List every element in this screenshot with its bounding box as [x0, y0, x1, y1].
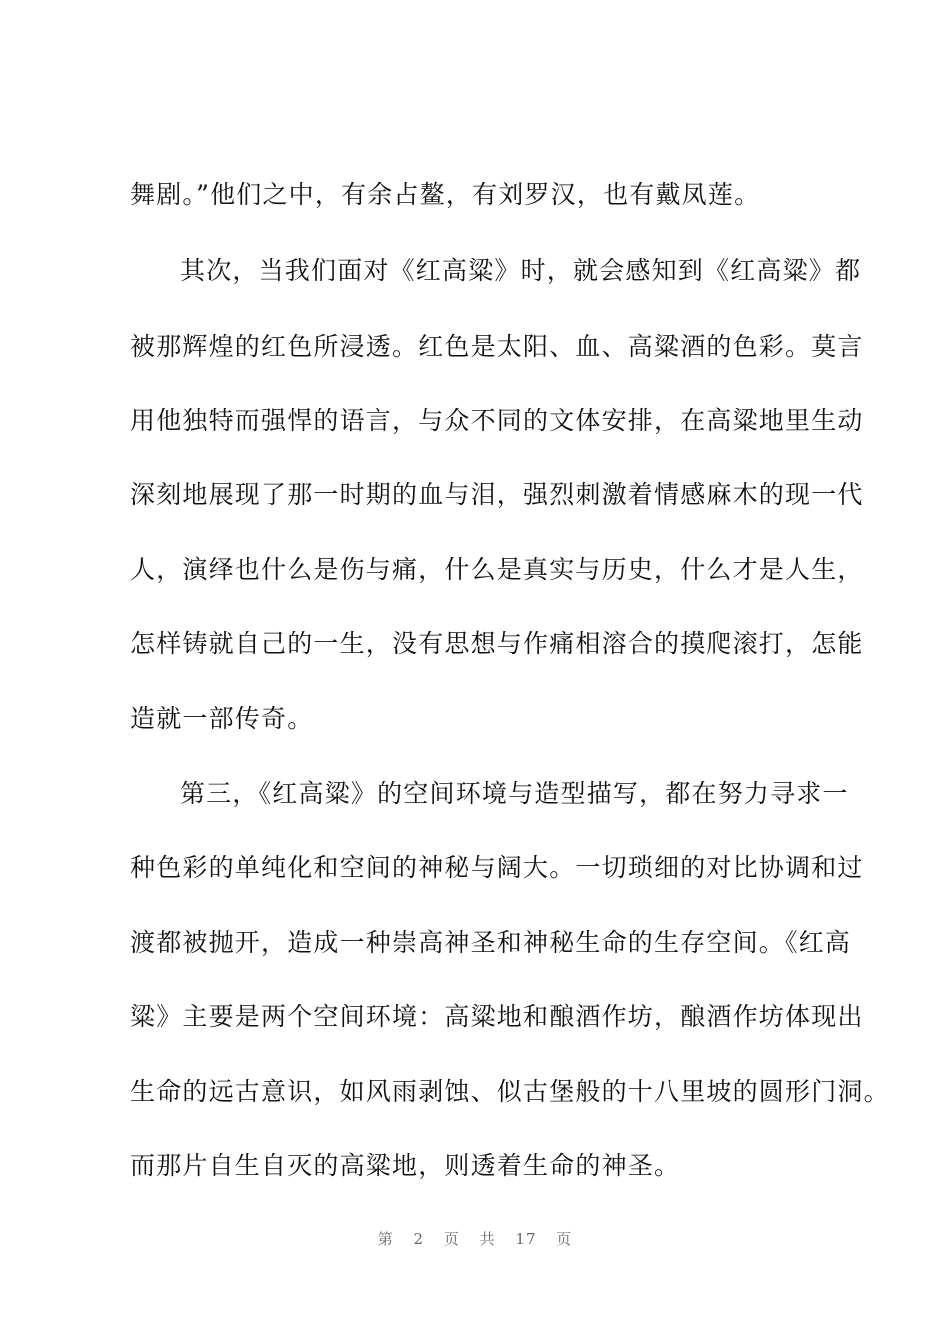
- page-footer: [0, 1228, 950, 1249]
- text-line-9: 第三，《红高粱》的空间环境与造型描写，都在努力寻求一: [180, 779, 849, 808]
- text-line-5: 深刻地展现了那一时期的血与泪，强烈刺激着情感麻木的现一代: [130, 480, 864, 509]
- footer-di: 第: [377, 1230, 394, 1248]
- text-line-7: 怎样铸就自己的一生，没有思想与作痛相溶合的摸爬滚打，怎能: [130, 629, 864, 658]
- text-line-14: 而那片自生自灭的高粱地，则透着生命的神圣。: [130, 1151, 681, 1180]
- text-line-4: 用他独特而强悍的语言，与众不同的文体安排，在高粱地里生动: [130, 406, 864, 435]
- footer-total-pages: 17: [515, 1230, 537, 1248]
- text-line-11: 渡都被抛开，造成一种崇高神圣和神秘生命的生存空间。《红高: [130, 928, 852, 957]
- text-line-10: 种色彩的单纯化和空间的神秘与阔大。一切琐细的对比协调和过: [130, 853, 864, 882]
- footer-ye2: 页: [556, 1230, 573, 1248]
- footer-gong: 共: [479, 1230, 496, 1248]
- text-line-3: 被那辉煌的红色所浸透。红色是太阳、血、高粱酒的色彩。莫言: [130, 332, 864, 361]
- text-line-13: 生命的远古意识，如风雨剥蚀、似古堡般的十八里坡的圆形门洞。: [130, 1077, 890, 1106]
- text-line-2: 其次，当我们面对《红高粱》时，就会感知到《红高粱》都: [180, 256, 862, 285]
- text-line-8: 造就一部传奇。: [130, 704, 314, 733]
- text-line-6: 人，演绎也什么是伤与痛，什么是真实与历史，什么才是人生，: [130, 555, 864, 584]
- footer-ye: 页: [443, 1230, 460, 1248]
- footer-page-number: 2: [413, 1230, 425, 1248]
- text-line-1: 舞剧。”他们之中，有余占鳌，有刘罗汉，也有戴凤莲。: [130, 180, 761, 209]
- text-line-12: 粱》主要是两个空间环境：高粱地和酿酒作坊，酿酒作坊体现出: [130, 1002, 864, 1031]
